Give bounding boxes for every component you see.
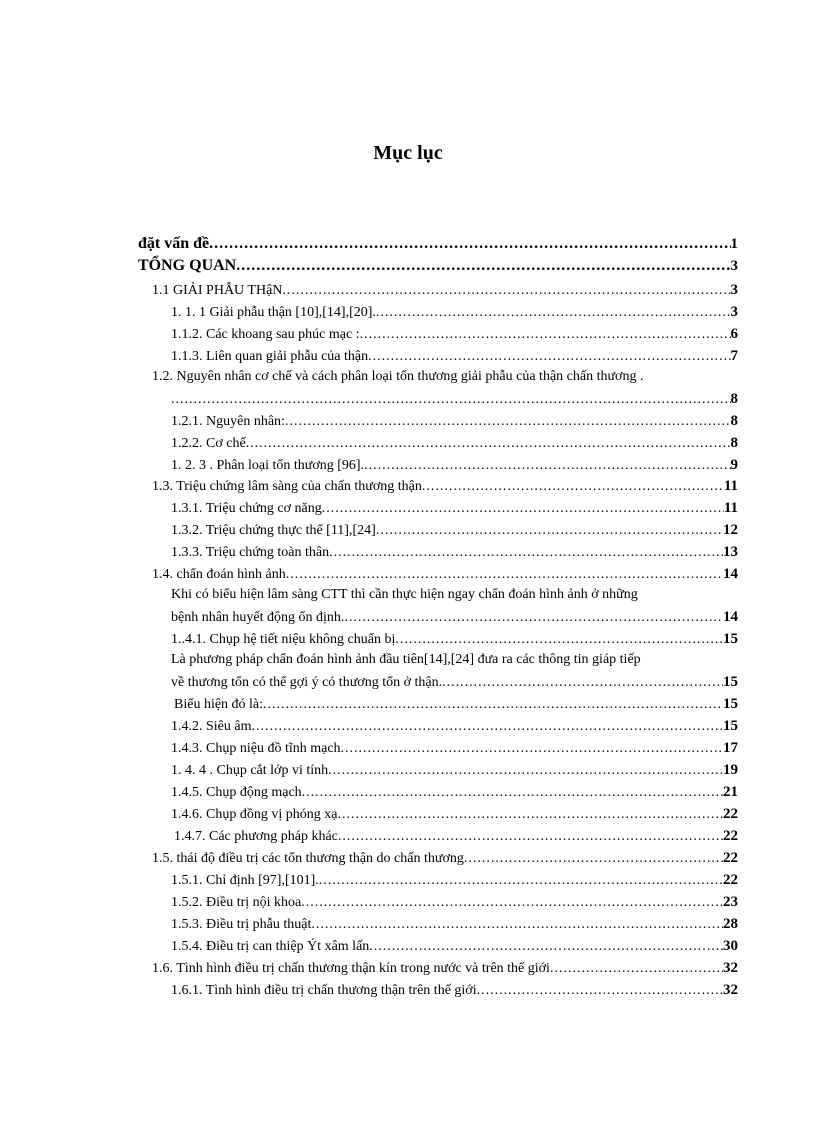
toc-page-number: 14 [723,566,738,582]
toc-entry [138,980,738,1000]
toc-dot-leader [328,761,723,781]
toc-entry-text: 1.1 GIẢI PHẪU THậN [152,283,283,298]
toc-entry-text: 1.2. Nguyên nhân cơ chế và cách phân loại tổn thương giải phẫu của thận chấn thương . [152,369,644,384]
toc-page-number: 15 [723,696,738,712]
toc-dot-leader [368,347,730,367]
toc-entry [138,804,738,824]
toc-entry-text: Là phương pháp chẩn đoán hình ảnh đầu tiên[14],[24] đưa ra các thông tin giáp tiếp [171,652,641,667]
toc-entry-text: 1. 1. 1 Giải phẫu thận [10],[14],[20]. [171,305,376,320]
toc-page-number: 3 [730,258,738,274]
page-title: Mục lục [373,142,443,164]
toc-page-number: 13 [723,544,738,560]
toc-entry [138,234,738,254]
toc-entry-text: TỔNG QUAN [138,257,237,274]
toc-entry-text: 1.4. chẩn đoán hình ảnh [152,567,286,582]
toc-entry-text: 1.3. Triệu chứng lâm sàng của chấn thương thận [152,479,422,494]
toc-entry-text: 1.5. thái độ điều trị các tổn thương thận do chấn thương [152,851,464,866]
toc-entry-text: 1.3.1. Triệu chứng cơ năng [171,501,322,516]
toc-entry [138,738,738,758]
toc-page-number: 21 [723,784,738,800]
toc-entry-text: 1. 2. 3 . Phân loại tổn thương [96]. [171,458,365,473]
toc-dot-leader [209,234,730,254]
toc-entry [138,848,738,868]
toc-page-number: 3 [730,282,738,298]
toc-dot-leader [263,695,723,715]
toc-entry [138,892,738,912]
toc-entry [138,476,738,496]
toc-entry [138,542,738,562]
toc-dot-leader [319,871,723,891]
toc-dot-leader [550,959,723,979]
toc-dot-leader [369,937,723,957]
toc-entry [138,958,738,978]
toc-dot-leader [477,981,723,1001]
toc-page-number: 8 [730,413,738,429]
toc-dot-leader [338,827,723,847]
toc-entry [138,256,738,276]
toc-entry-text: 1.4.6. Chụp đồng vị phóng xạ [171,807,338,822]
toc-entry-text: 1.4.3. Chụp niệu đồ tĩnh mạch [171,741,341,756]
toc-entry-text: 1.4.2. Siêu âm [171,719,252,734]
toc-page-number: 32 [723,982,738,998]
toc-dot-leader [252,717,724,737]
toc-entry [138,629,738,649]
toc-entry-text: 1.4.5. Chụp động mạch [171,785,302,800]
toc-dot-leader [344,608,723,628]
toc-entry [138,585,738,605]
toc-page-number: 32 [723,960,738,976]
toc-entry-text: Biểu hiện đó là: [174,697,264,712]
toc-entry [138,367,738,387]
toc-dot-leader [302,783,723,803]
toc-page-number: 9 [730,457,738,473]
toc-page-number: 22 [723,828,738,844]
toc-dot-leader [376,303,731,323]
toc-dot-leader [322,499,724,519]
toc-page-number: 7 [730,348,738,364]
toc-entry [138,433,738,453]
toc-entry-text: 1..4.1. Chụp hệ tiết niệu không chuẩn bị [171,632,396,647]
toc-entry [138,716,738,736]
toc-entry [138,760,738,780]
toc-dot-leader [376,521,723,541]
toc-dot-leader [395,630,723,650]
toc-dot-leader [285,412,731,432]
toc-entry-text: 1.5.3. Điều trị phẫu thuật [171,917,312,932]
toc-entry [138,280,738,300]
toc-entry-text: 1.4.7. Các phương pháp khác [174,829,338,844]
toc-page-number: 22 [723,850,738,866]
toc-dot-leader [171,390,731,410]
toc-page-number: 11 [723,478,738,494]
toc-entry [138,914,738,934]
toc-entry-text: bệnh nhân huyết động ổn định. [171,610,345,625]
toc-entry-text: 1.3.3. Triệu chứng toàn thân [171,545,330,560]
toc-page-number: 6 [730,326,738,342]
toc-page-number: 30 [723,938,738,954]
toc-entry-text: 1.2.1. Nguyên nhân: [171,414,285,429]
toc-page-number: 15 [723,718,738,734]
toc-dot-leader [246,434,731,454]
toc-entry-text: 1.6. Tình hình điều trị chấn thương thận kín trong nước và trên thế giới [152,961,550,976]
toc-dot-leader [282,281,730,301]
toc-entry [138,870,738,890]
toc-dot-leader [286,565,723,585]
toc-dot-leader [464,849,723,869]
toc-entry [138,607,738,627]
toc-dot-leader [337,805,723,825]
toc-entry [138,411,738,431]
toc-entry-text: Khi có biểu hiện lâm sàng CTT thì cần thực hiện ngay chẩn đoán hình ảnh ở những [171,587,638,602]
toc-entry-text: 1.1.2. Các khoang sau phúc mạc : [171,327,360,342]
toc-dot-leader [442,673,723,693]
toc-page-number: 11 [723,500,738,516]
toc-entry [138,389,738,409]
toc-entry [138,782,738,802]
toc-dot-leader [360,325,731,345]
toc-entry-text: 1.3.2. Triệu chứng thực thể [11],[24] [171,523,376,538]
toc-dot-leader [422,477,724,497]
toc-entry-text: 1.6.1. Tình hình điều trị chấn thương thận trên thế giới [171,983,477,998]
toc-entry [138,694,738,714]
toc-entry [138,672,738,692]
toc-page-number: 1 [730,236,738,252]
toc-page-number: 17 [723,740,738,756]
toc-dot-leader [301,893,723,913]
toc-page-number: 3 [730,304,738,320]
toc-entry [138,564,738,584]
toc-page-number: 22 [723,806,738,822]
toc-entry-text: 1.1.3. Liên quan giải phẫu của thận [171,349,369,364]
toc-entry [138,302,738,322]
toc-page-number: 15 [723,631,738,647]
toc-entry-text: 1.2.2. Cơ chế [171,436,246,451]
toc-page-number: 15 [723,674,738,690]
toc-entry [138,324,738,344]
toc-entry-text: đặt vấn đề [138,235,210,252]
toc-entry-text: 1.5.4. Điều trị can thiệp Ýt xâm lấn [171,939,370,954]
toc-page-number: 8 [730,435,738,451]
toc-entry [138,346,738,366]
toc-page-number: 8 [730,391,738,407]
toc-page-number: 14 [723,609,738,625]
toc-page-number: 12 [723,522,738,538]
toc-entry [138,455,738,475]
toc-page-number: 23 [723,894,738,910]
toc-dot-leader [364,456,730,476]
toc-dot-leader [236,256,730,276]
toc-entry [138,936,738,956]
toc-dot-leader [311,915,723,935]
toc-entry-text: 1.5.2. Điều trị nội khoa [171,895,302,910]
toc-entry [138,498,738,518]
toc-entry [138,520,738,540]
toc-entry [138,826,738,846]
toc-dot-leader [329,543,723,563]
toc-entry-text: 1.5.1. Chỉ định [97],[101]. [171,873,319,888]
toc-entry-text: 1. 4. 4 . Chụp cắt lớp vi tính [171,763,329,778]
toc-page-number: 19 [723,762,738,778]
toc-entry-text: về thương tổn có thể gợi ý có thương tổn ở thận. [171,675,443,690]
toc-dot-leader [341,739,723,759]
toc-page-number: 28 [723,916,738,932]
toc-entry [138,650,738,670]
toc-page-number: 22 [723,872,738,888]
